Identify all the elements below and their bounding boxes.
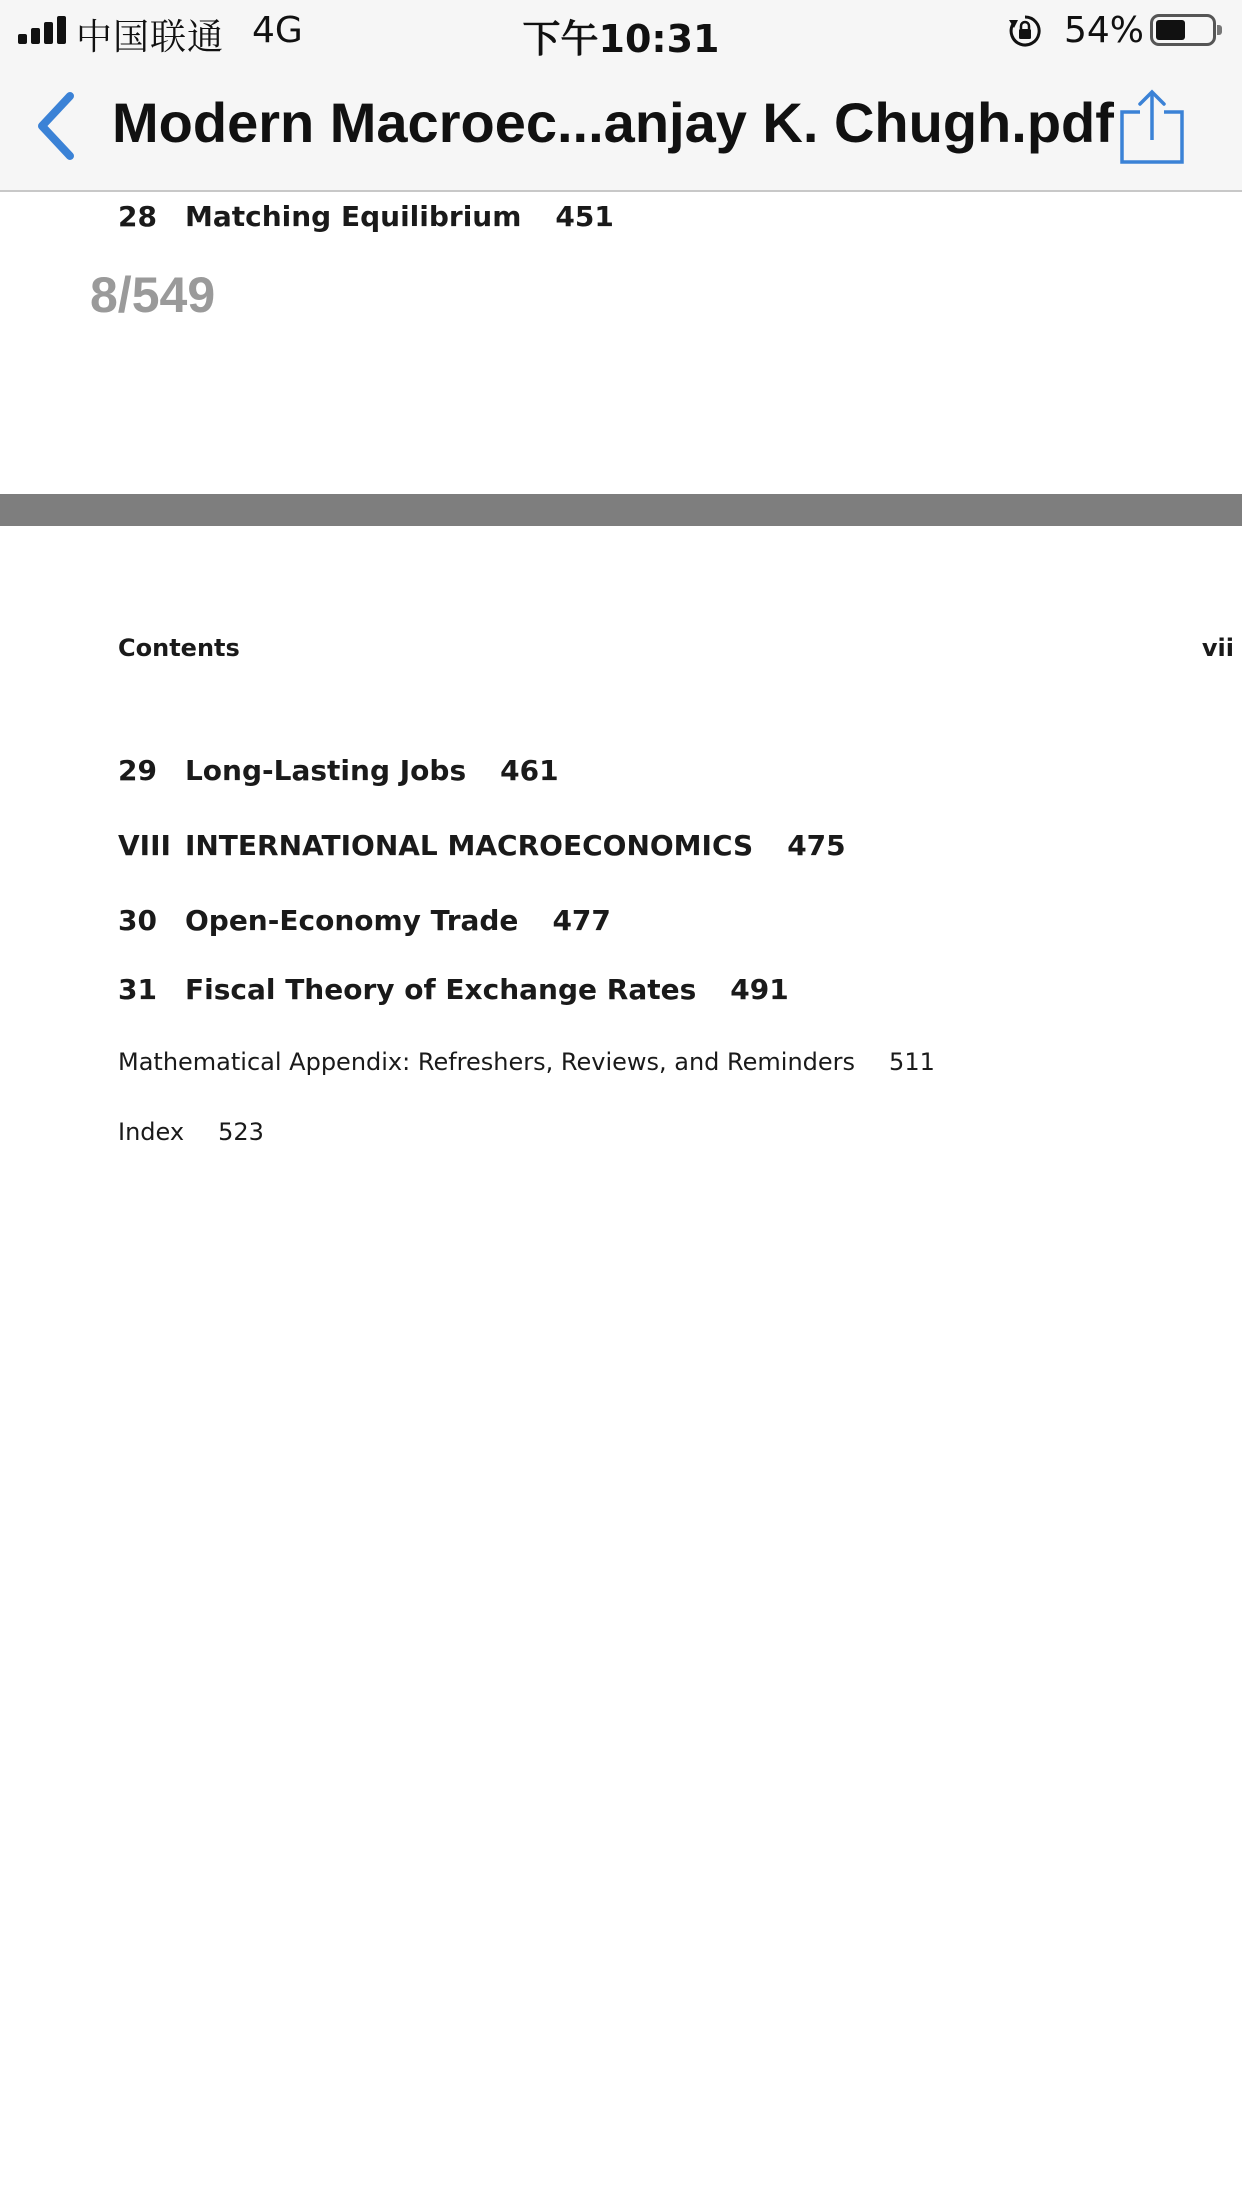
toc-number: 28 xyxy=(118,200,157,233)
toc-title: Fiscal Theory of Exchange Rates xyxy=(184,973,697,1006)
toc-entry-chapter-31[interactable] xyxy=(118,973,789,1006)
toc-entry-index[interactable] xyxy=(118,1118,264,1146)
page-indicator: 8/549 xyxy=(90,267,216,323)
toc-entry-appendix[interactable] xyxy=(118,1048,935,1076)
toc-page: 511 xyxy=(889,1048,935,1076)
toc-number: 30 xyxy=(118,904,157,937)
toc-number: 29 xyxy=(118,754,157,787)
toc-title: INTERNATIONAL MACROECONOMICS xyxy=(184,829,754,862)
toc-page: 475 xyxy=(787,829,846,862)
network-type: 4G xyxy=(252,10,303,51)
running-page-number: vii xyxy=(1201,634,1234,662)
pdf-page-current xyxy=(0,526,1242,2208)
toc-page: 461 xyxy=(500,754,559,787)
status-time: 下午10:31 xyxy=(522,17,720,61)
battery-fill xyxy=(1156,20,1185,40)
toc-entry-part-viii[interactable] xyxy=(118,829,846,862)
toc-title: Long-Lasting Jobs xyxy=(184,754,467,787)
toc-page: 451 xyxy=(555,200,614,233)
toc-number: VIII xyxy=(118,829,171,862)
toc-entry-chapter-28[interactable] xyxy=(118,200,614,233)
status-bar xyxy=(0,0,1242,62)
toc-title: Index xyxy=(118,1118,185,1146)
toc-title: Mathematical Appendix: Refreshers, Reviews, and Reminders xyxy=(118,1048,856,1076)
running-head: Contents xyxy=(118,634,240,662)
toc-page: 477 xyxy=(552,904,611,937)
battery-icon xyxy=(1150,14,1216,46)
page-divider xyxy=(0,494,1242,526)
back-chevron-icon[interactable] xyxy=(30,88,86,164)
battery-percent: 54% xyxy=(1064,10,1145,51)
pdf-page-previous xyxy=(0,192,1242,494)
navigation-bar xyxy=(0,62,1242,192)
share-icon[interactable] xyxy=(1114,88,1190,166)
toc-page: 491 xyxy=(730,973,789,1006)
toc-number: 31 xyxy=(118,973,157,1006)
document-title: Modern Macroec...anjay K. Chugh.pdf xyxy=(112,91,1114,154)
toc-title: Open-Economy Trade xyxy=(184,904,519,937)
toc-entry-chapter-29[interactable] xyxy=(118,754,559,787)
carrier-name: 中国联通 xyxy=(76,17,225,58)
toc-page: 523 xyxy=(218,1118,264,1146)
toc-title: Matching Equilibrium xyxy=(184,200,522,233)
toc-entry-chapter-30[interactable] xyxy=(118,904,611,937)
orientation-lock-icon xyxy=(1008,14,1042,48)
